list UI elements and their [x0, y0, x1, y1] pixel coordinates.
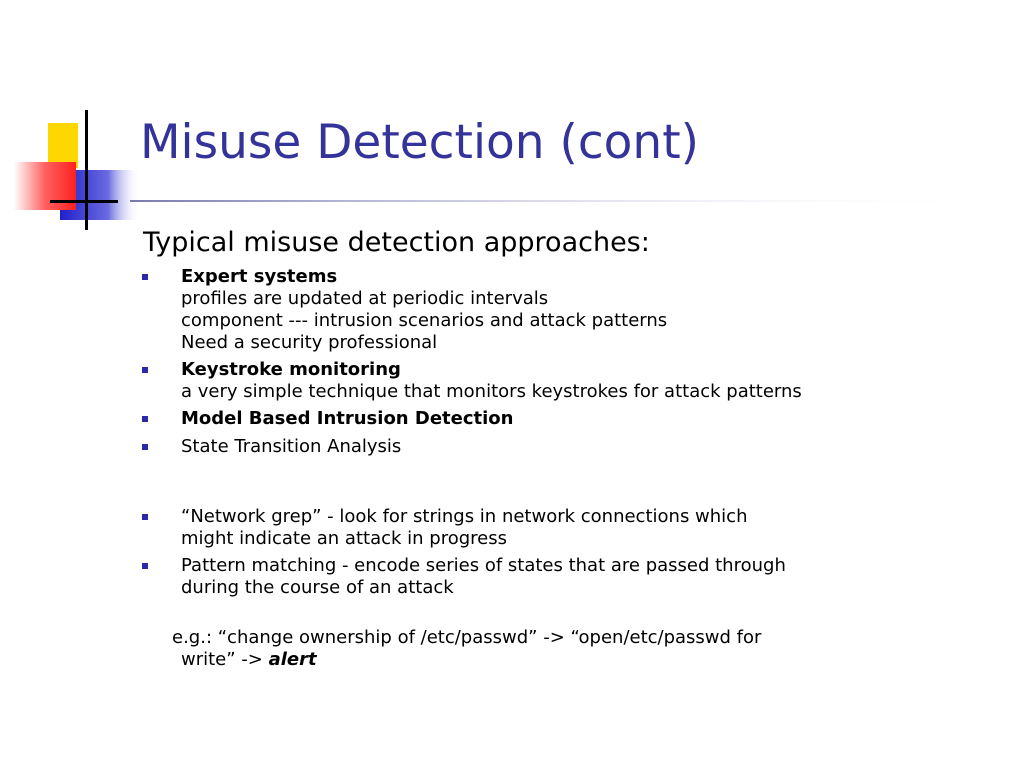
- alert-emphasis: alert: [268, 649, 317, 670]
- note-line-2-text: write” ->: [181, 649, 269, 670]
- list-item: [0, 408, 1024, 430]
- list-item: [0, 555, 1024, 599]
- vertical-rule: [85, 110, 88, 230]
- cross-rule: [50, 200, 118, 203]
- bullet-square-icon: [142, 416, 148, 422]
- bullet-square-icon: [142, 444, 148, 450]
- item-heading: Model Based Intrusion Detection: [181, 408, 514, 429]
- item-line: Pattern matching - encode series of states that are passed through: [181, 555, 786, 576]
- slide-subtitle: Typical misuse detection approaches:: [143, 227, 650, 258]
- item-line: a very simple technique that monitors keystrokes for attack patterns: [181, 381, 802, 402]
- list-item: [0, 436, 1024, 458]
- slide-title: Misuse Detection (cont): [140, 115, 699, 170]
- bullet-square-icon: [142, 514, 148, 520]
- item-line: component --- intrusion scenarios and attack patterns: [181, 310, 668, 331]
- note-line-1: e.g.: “change ownership of /etc/passwd” -> “open/etc/passwd for: [172, 627, 762, 648]
- bullet-square-icon: [142, 274, 148, 280]
- note-line-2: [172, 649, 761, 671]
- yellow-square: [48, 123, 78, 168]
- bullet-square-icon: [142, 367, 148, 373]
- list-item: [0, 359, 1024, 403]
- example-note: [172, 627, 761, 671]
- bullet-list: [0, 266, 1024, 599]
- item-line: profiles are updated at periodic intervals: [181, 288, 549, 309]
- title-underline: [130, 200, 990, 202]
- item-line: might indicate an attack in progress: [181, 528, 507, 549]
- bullet-square-icon: [142, 563, 148, 569]
- item-heading: Keystroke monitoring: [181, 359, 401, 380]
- list-item: [0, 506, 1024, 550]
- item-heading: Expert systems: [181, 266, 338, 287]
- item-line: “Network grep” - look for strings in network connections which: [181, 506, 748, 527]
- list-item: [0, 266, 1024, 354]
- item-line: Need a security professional: [181, 332, 438, 353]
- item-line: during the course of an attack: [181, 577, 454, 598]
- item-text: State Transition Analysis: [181, 436, 402, 457]
